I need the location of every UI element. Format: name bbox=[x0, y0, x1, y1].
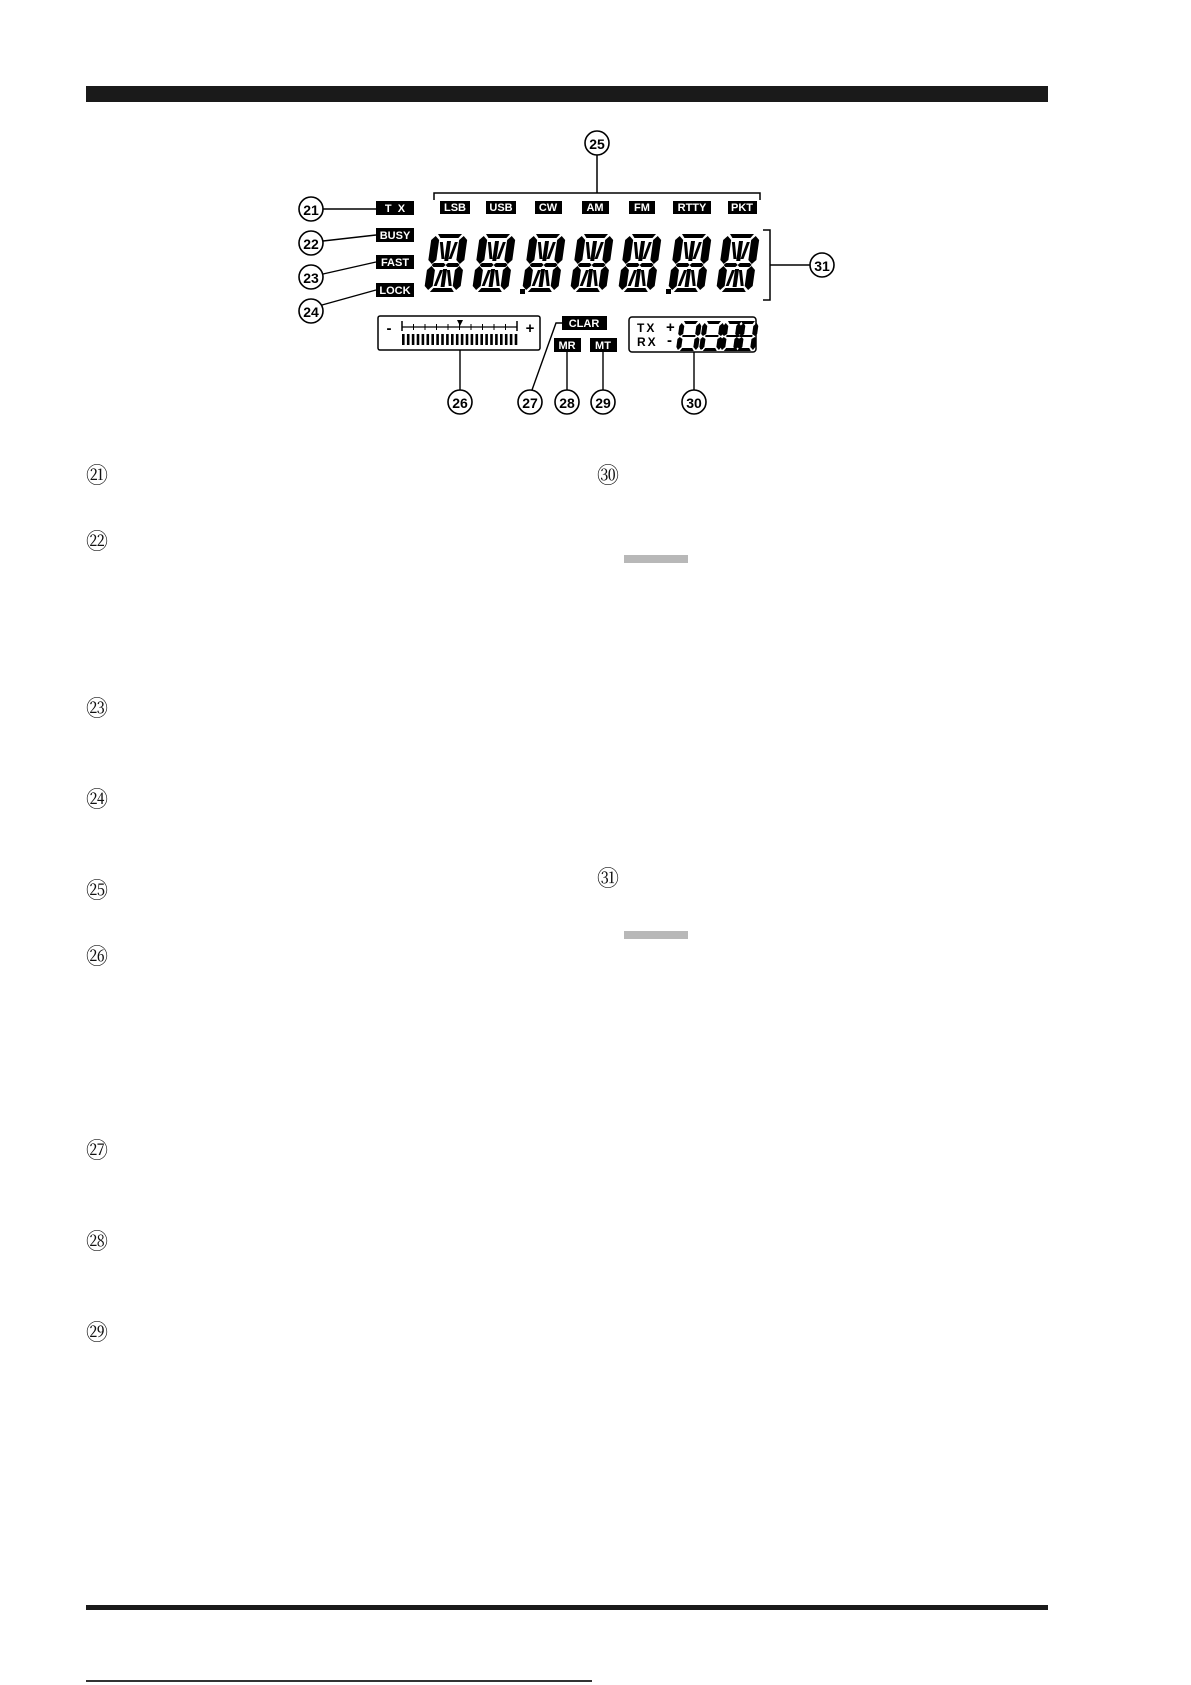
mode-pkt: PKT bbox=[731, 202, 753, 214]
busy-indicator: BUSY bbox=[379, 230, 411, 242]
item-23-marker: ㉓ bbox=[86, 697, 109, 722]
callout-24 bbox=[299, 290, 376, 323]
meter-segment bbox=[515, 334, 518, 345]
meter-plus: + bbox=[525, 320, 535, 337]
meter-segment bbox=[417, 334, 420, 345]
item-21-marker: ㉑ bbox=[86, 464, 109, 489]
lock-indicator: LOCK bbox=[379, 285, 411, 297]
item-31-marker: ㉛ bbox=[597, 867, 620, 892]
footer-rule bbox=[86, 1605, 1048, 1610]
offset-plus: + bbox=[666, 319, 675, 336]
item-29-marker: ㉙ bbox=[86, 1321, 109, 1346]
meter-segment bbox=[510, 334, 513, 345]
callout-22 bbox=[299, 231, 376, 255]
item-27-marker: ㉗ bbox=[86, 1139, 109, 1164]
meter-segment bbox=[407, 334, 410, 345]
mode-cw: CW bbox=[538, 202, 558, 214]
bar-meter bbox=[378, 316, 540, 350]
meter-segment bbox=[505, 334, 508, 345]
mode-labels bbox=[440, 201, 757, 214]
meter-segment bbox=[456, 334, 459, 345]
callout-25 bbox=[434, 131, 760, 200]
callout-21 bbox=[299, 197, 376, 221]
callout-23-label: 23 bbox=[303, 270, 319, 286]
meter-segment bbox=[485, 334, 488, 345]
callout-23 bbox=[299, 262, 376, 289]
meter-segment bbox=[402, 334, 405, 345]
mode-usb: USB bbox=[489, 202, 513, 214]
note-bar-30 bbox=[624, 555, 688, 563]
offset-digits bbox=[676, 321, 759, 351]
item-30-marker: ㉚ bbox=[597, 464, 620, 489]
callout-26 bbox=[448, 350, 472, 414]
meter-segment bbox=[471, 334, 474, 345]
meter-segment bbox=[427, 334, 430, 345]
callout-29-label: 29 bbox=[595, 395, 611, 411]
callout-24-label: 24 bbox=[303, 304, 319, 320]
meter-segment bbox=[500, 334, 503, 345]
callout-26-label: 26 bbox=[452, 395, 468, 411]
callout-28-label: 28 bbox=[559, 395, 575, 411]
mt-indicator: MT bbox=[595, 340, 611, 352]
meter-segment bbox=[495, 334, 498, 345]
mr-indicator: MR bbox=[558, 340, 576, 352]
callout-29 bbox=[591, 352, 615, 414]
meter-segment bbox=[436, 334, 439, 345]
callout-27-label: 27 bbox=[522, 395, 538, 411]
callout-30-label: 30 bbox=[686, 395, 702, 411]
meter-segment bbox=[446, 334, 449, 345]
mode-rtty: RTTY bbox=[677, 202, 707, 214]
meter-segment bbox=[466, 334, 469, 345]
meter-minus: - bbox=[386, 320, 392, 337]
mode-lsb: LSB bbox=[444, 202, 466, 214]
clar-mr-mt bbox=[554, 316, 617, 352]
callout-22-label: 22 bbox=[303, 236, 319, 252]
meter-segment bbox=[451, 334, 454, 345]
offset-tx: TX bbox=[637, 321, 657, 335]
fast-indicator: FAST bbox=[380, 257, 410, 269]
note-bar-31 bbox=[624, 931, 688, 939]
item-22-marker: ㉒ bbox=[86, 530, 109, 555]
mode-fm: FM bbox=[634, 202, 650, 214]
callout-21-label: 21 bbox=[303, 202, 319, 218]
clar-indicator: CLAR bbox=[568, 318, 600, 330]
tx-indicator: T X bbox=[384, 203, 406, 215]
item-28-marker: ㉘ bbox=[86, 1230, 109, 1255]
offset-display bbox=[629, 317, 759, 352]
left-indicators bbox=[376, 201, 414, 297]
meter-segment bbox=[480, 334, 483, 345]
offset-minus: - bbox=[667, 332, 672, 349]
meter-segment bbox=[490, 334, 493, 345]
item-26-marker: ㉖ bbox=[86, 945, 109, 970]
callout-31 bbox=[763, 230, 834, 300]
item-25-marker: ㉕ bbox=[86, 879, 109, 904]
display-diagram bbox=[0, 0, 1191, 430]
main-frequency-digits bbox=[424, 234, 760, 294]
callout-30 bbox=[682, 352, 706, 414]
meter-segment bbox=[412, 334, 415, 345]
meter-segment bbox=[431, 334, 434, 345]
mode-am: AM bbox=[586, 202, 604, 214]
callout-31-label: 31 bbox=[814, 258, 830, 274]
item-24-marker: ㉔ bbox=[86, 788, 109, 813]
meter-segment bbox=[461, 334, 464, 345]
callout-25-label: 25 bbox=[589, 136, 605, 152]
meter-segment bbox=[422, 334, 425, 345]
footer-edge-line bbox=[86, 1680, 592, 1682]
meter-segment bbox=[441, 334, 444, 345]
callout-28 bbox=[555, 352, 579, 414]
meter-segment bbox=[476, 334, 479, 345]
offset-rx: RX bbox=[637, 335, 658, 349]
